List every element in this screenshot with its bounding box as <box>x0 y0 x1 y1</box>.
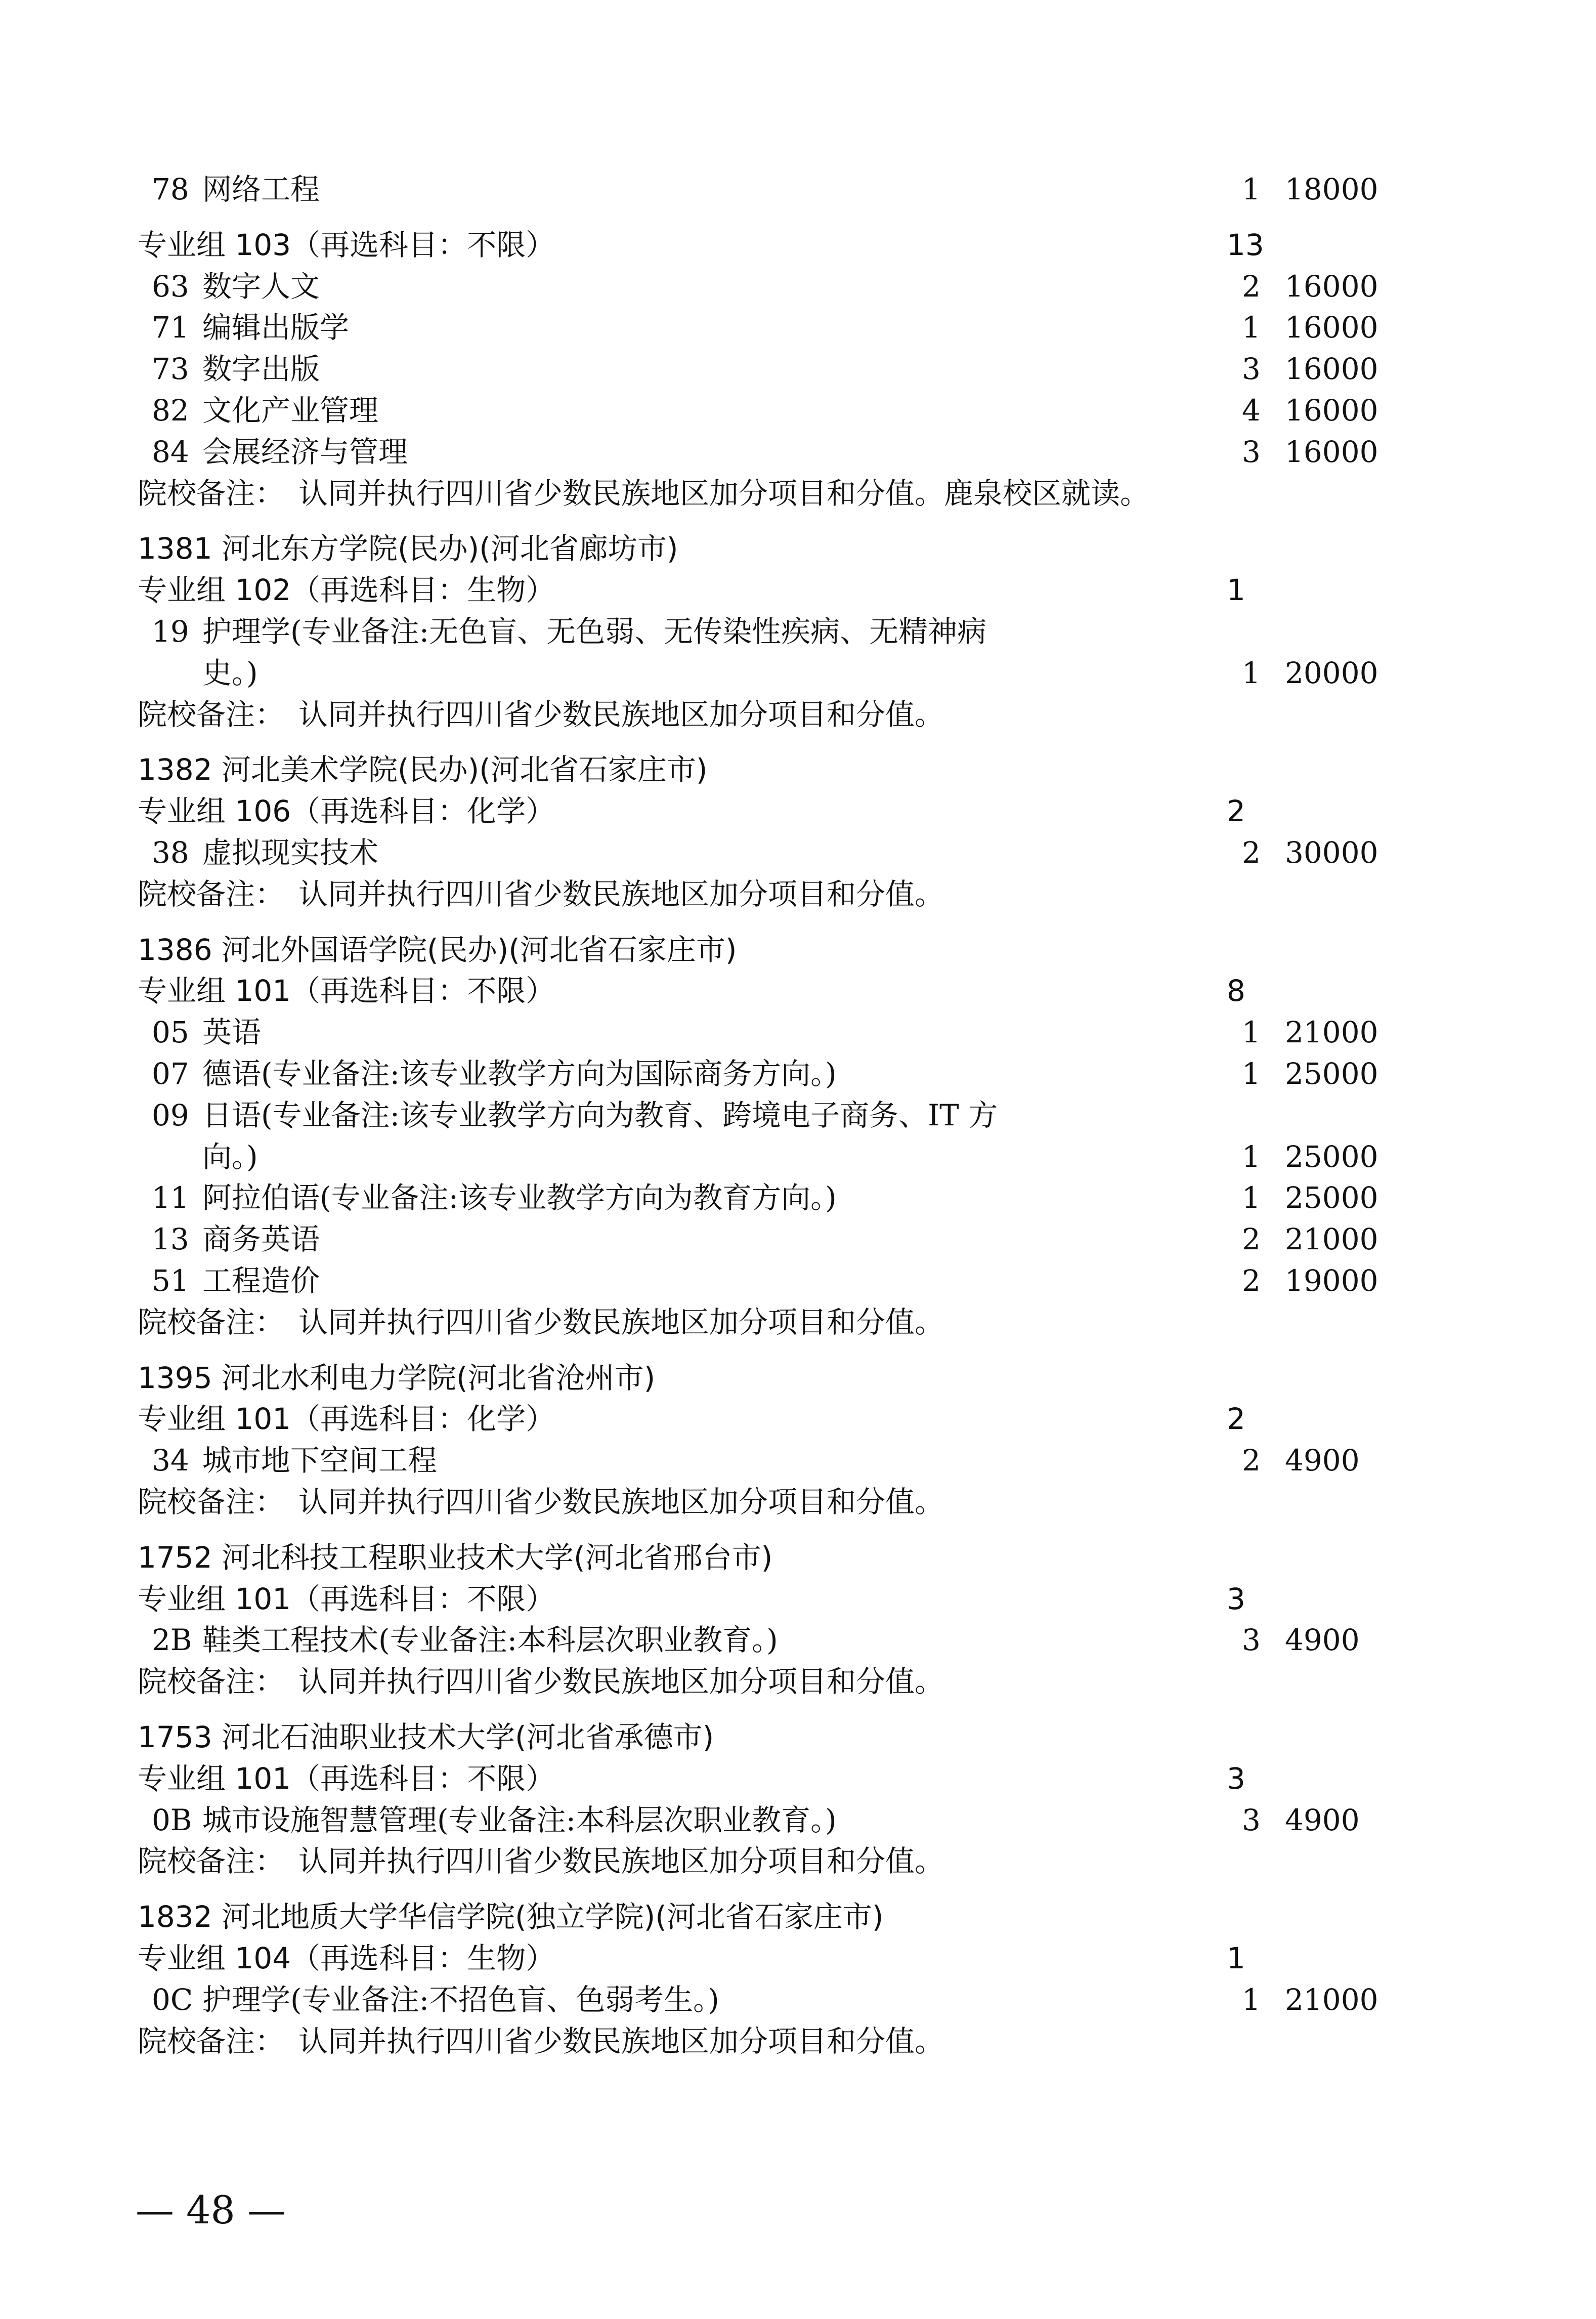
tuition-fee: 4900 <box>1285 1803 1360 1837</box>
school-name: 1832 河北地质大学华信学院(独立学院)(河北省石家庄市) <box>138 1900 884 1934</box>
major-row <box>0 1979 1596 2020</box>
school-name: 1752 河北科技工程职业技术大学(河北省邢台市) <box>138 1540 773 1575</box>
remark-label: 院校备注： <box>138 1664 285 1699</box>
tuition-fee: 4900 <box>1285 1443 1360 1478</box>
tuition-fee: 25000 <box>1285 1057 1378 1091</box>
tuition-fee: 18000 <box>1285 172 1378 206</box>
major-code: 09 <box>152 1098 189 1132</box>
group-plan-count: 13 <box>1227 228 1264 262</box>
tuition-fee: 20000 <box>1285 656 1378 690</box>
major-row <box>0 348 1596 390</box>
major-row <box>0 611 1596 652</box>
plan-count: 1 <box>1242 310 1261 345</box>
major-row <box>0 266 1596 307</box>
major-name: 城市地下空间工程 <box>202 1443 438 1478</box>
major-row <box>0 1260 1596 1301</box>
tuition-fee: 19000 <box>1285 1263 1378 1298</box>
school-remark <box>0 473 1596 514</box>
remark-label: 院校备注： <box>138 877 285 911</box>
major-name: 日语(专业备注:该专业教学方向为教育、跨境电子商务、IT 方 <box>202 1098 998 1132</box>
group-plan-count: 2 <box>1227 794 1245 828</box>
major-row <box>0 431 1596 473</box>
major-group-label: 专业组 103（再选科目：不限） <box>138 228 555 262</box>
plan-count: 1 <box>1242 1015 1261 1049</box>
major-row <box>0 168 1596 210</box>
major-group-header <box>0 569 1596 611</box>
major-code: 73 <box>152 352 189 386</box>
major-name-continued: 史。) <box>202 656 258 690</box>
school-name: 1395 河北水利电力学院(河北省沧州市) <box>138 1361 656 1395</box>
major-code: 82 <box>152 393 189 428</box>
major-code: 51 <box>152 1263 189 1298</box>
tuition-fee: 16000 <box>1285 393 1378 428</box>
major-code: 78 <box>152 172 189 206</box>
plan-count: 1 <box>1242 172 1261 206</box>
tuition-fee: 30000 <box>1285 835 1378 870</box>
major-code: 71 <box>152 310 189 345</box>
school-header <box>0 1896 1596 1937</box>
major-row-continuation <box>0 652 1596 694</box>
major-group-label: 专业组 101（再选科目：不限） <box>138 974 555 1008</box>
remark-text: 认同并执行四川省少数民族地区加分项目和分值。 <box>298 697 944 732</box>
major-name: 护理学(专业备注:无色盲、无色弱、无传染性疾病、无精神病 <box>202 614 987 649</box>
major-name: 阿拉伯语(专业备注:该专业教学方向为教育方向。) <box>202 1180 837 1215</box>
group-plan-count: 8 <box>1227 974 1245 1008</box>
remark-label: 院校备注： <box>138 476 285 511</box>
remark-text: 认同并执行四川省少数民族地区加分项目和分值。 <box>298 1305 944 1339</box>
remark-text: 认同并执行四川省少数民族地区加分项目和分值。 <box>298 1664 944 1699</box>
major-code: 84 <box>152 435 189 469</box>
plan-count: 3 <box>1242 1623 1261 1657</box>
major-name: 会展经济与管理 <box>202 435 408 469</box>
school-remark <box>0 2020 1596 2062</box>
tuition-fee: 21000 <box>1285 1015 1378 1049</box>
major-row <box>0 832 1596 873</box>
major-name: 商务英语 <box>202 1222 320 1256</box>
major-name: 工程造价 <box>202 1263 320 1298</box>
tuition-fee: 21000 <box>1285 1222 1378 1256</box>
tuition-fee: 16000 <box>1285 352 1378 386</box>
plan-count: 1 <box>1242 1057 1261 1091</box>
plan-count: 2 <box>1242 1263 1261 1298</box>
school-remark <box>0 1301 1596 1343</box>
school-remark <box>0 1840 1596 1882</box>
school-remark <box>0 1661 1596 1702</box>
major-group-header <box>0 790 1596 832</box>
remark-label: 院校备注： <box>138 1305 285 1339</box>
school-name: 1381 河北东方学院(民办)(河北省廊坊市) <box>138 531 678 566</box>
school-name: 1753 河北石油职业技术大学(河北省承德市) <box>138 1720 714 1754</box>
school-header <box>0 528 1596 569</box>
major-row <box>0 307 1596 348</box>
school-header <box>0 929 1596 971</box>
school-remark <box>0 694 1596 735</box>
major-row <box>0 1799 1596 1841</box>
tuition-fee: 4900 <box>1285 1623 1360 1657</box>
major-row <box>0 390 1596 431</box>
major-group-header <box>0 1398 1596 1440</box>
major-row <box>0 1094 1596 1136</box>
remark-text: 认同并执行四川省少数民族地区加分项目和分值。鹿泉校区就读。 <box>298 476 1150 511</box>
major-code: 13 <box>152 1222 189 1256</box>
major-name: 德语(专业备注:该专业教学方向为国际商务方向。) <box>202 1057 837 1091</box>
group-plan-count: 1 <box>1227 573 1245 607</box>
major-name: 文化产业管理 <box>202 393 379 428</box>
school-remark <box>0 873 1596 915</box>
major-group-label: 专业组 104（再选科目：生物） <box>138 1941 555 1975</box>
school-header <box>0 1357 1596 1399</box>
remark-label: 院校备注： <box>138 1485 285 1519</box>
tuition-fee: 21000 <box>1285 1983 1378 2017</box>
major-code: 19 <box>152 614 189 649</box>
group-plan-count: 1 <box>1227 1941 1245 1975</box>
major-code: 0B <box>152 1803 192 1837</box>
major-group-header <box>0 224 1596 266</box>
page-number: — 48 — <box>136 2187 286 2232</box>
major-name: 编辑出版学 <box>202 310 350 345</box>
remark-label: 院校备注： <box>138 697 285 732</box>
major-group-header <box>0 970 1596 1011</box>
tuition-fee: 16000 <box>1285 310 1378 345</box>
major-name: 数字出版 <box>202 352 320 386</box>
major-name: 护理学(专业备注:不招色盲、色弱考生。) <box>202 1983 719 2017</box>
school-name: 1382 河北美术学院(民办)(河北省石家庄市) <box>138 752 708 787</box>
major-row <box>0 1218 1596 1260</box>
school-header <box>0 749 1596 790</box>
major-code: 63 <box>152 269 189 304</box>
major-row <box>0 1619 1596 1661</box>
school-header <box>0 1537 1596 1578</box>
major-row <box>0 1053 1596 1094</box>
plan-count: 3 <box>1242 1803 1261 1837</box>
major-name: 虚拟现实技术 <box>202 835 379 870</box>
plan-count: 3 <box>1242 352 1261 386</box>
school-remark <box>0 1481 1596 1523</box>
major-row <box>0 1440 1596 1481</box>
school-name: 1386 河北外国语学院(民办)(河北省石家庄市) <box>138 933 737 967</box>
major-group-label: 专业组 102（再选科目：生物） <box>138 573 555 607</box>
plan-count: 3 <box>1242 435 1261 469</box>
major-group-header <box>0 1758 1596 1799</box>
major-code: 34 <box>152 1443 189 1478</box>
group-plan-count: 3 <box>1227 1761 1245 1796</box>
major-name-continued: 向。) <box>202 1140 258 1174</box>
remark-text: 认同并执行四川省少数民族地区加分项目和分值。 <box>298 2024 944 2058</box>
remark-text: 认同并执行四川省少数民族地区加分项目和分值。 <box>298 1844 944 1878</box>
major-group-label: 专业组 101（再选科目：不限） <box>138 1582 555 1616</box>
group-plan-count: 3 <box>1227 1582 1245 1616</box>
tuition-fee: 16000 <box>1285 435 1378 469</box>
major-group-label: 专业组 101（再选科目：不限） <box>138 1761 555 1796</box>
plan-count: 2 <box>1242 1443 1261 1478</box>
tuition-fee: 16000 <box>1285 269 1378 304</box>
plan-count: 2 <box>1242 1222 1261 1256</box>
major-group-header <box>0 1578 1596 1620</box>
remark-text: 认同并执行四川省少数民族地区加分项目和分值。 <box>298 1485 944 1519</box>
major-name: 英语 <box>202 1015 262 1049</box>
plan-count: 4 <box>1242 393 1261 428</box>
school-header <box>0 1716 1596 1758</box>
major-row <box>0 1177 1596 1218</box>
remark-label: 院校备注： <box>138 1844 285 1878</box>
major-code: 2B <box>152 1623 192 1657</box>
major-name: 城市设施智慧管理(专业备注:本科层次职业教育。) <box>202 1803 837 1837</box>
plan-count: 1 <box>1242 1983 1261 2017</box>
plan-count: 1 <box>1242 656 1261 690</box>
plan-count: 2 <box>1242 269 1261 304</box>
remark-label: 院校备注： <box>138 2024 285 2058</box>
plan-count: 1 <box>1242 1180 1261 1215</box>
major-code: 05 <box>152 1015 189 1049</box>
plan-count: 1 <box>1242 1140 1261 1174</box>
tuition-fee: 25000 <box>1285 1180 1378 1215</box>
major-code: 0C <box>152 1983 193 2017</box>
major-code: 38 <box>152 835 189 870</box>
major-row-continuation <box>0 1136 1596 1177</box>
major-group-header <box>0 1937 1596 1979</box>
major-name: 鞋类工程技术(专业备注:本科层次职业教育。) <box>202 1623 778 1657</box>
major-row <box>0 1011 1596 1053</box>
tuition-fee: 25000 <box>1285 1140 1378 1174</box>
plan-count: 2 <box>1242 835 1261 870</box>
major-group-label: 专业组 101（再选科目：化学） <box>138 1402 555 1436</box>
group-plan-count: 2 <box>1227 1402 1245 1436</box>
major-code: 11 <box>152 1180 189 1215</box>
remark-text: 认同并执行四川省少数民族地区加分项目和分值。 <box>298 877 944 911</box>
major-name: 网络工程 <box>202 172 320 206</box>
major-code: 07 <box>152 1057 189 1091</box>
major-name: 数字人文 <box>202 269 320 304</box>
major-group-label: 专业组 106（再选科目：化学） <box>138 794 555 828</box>
